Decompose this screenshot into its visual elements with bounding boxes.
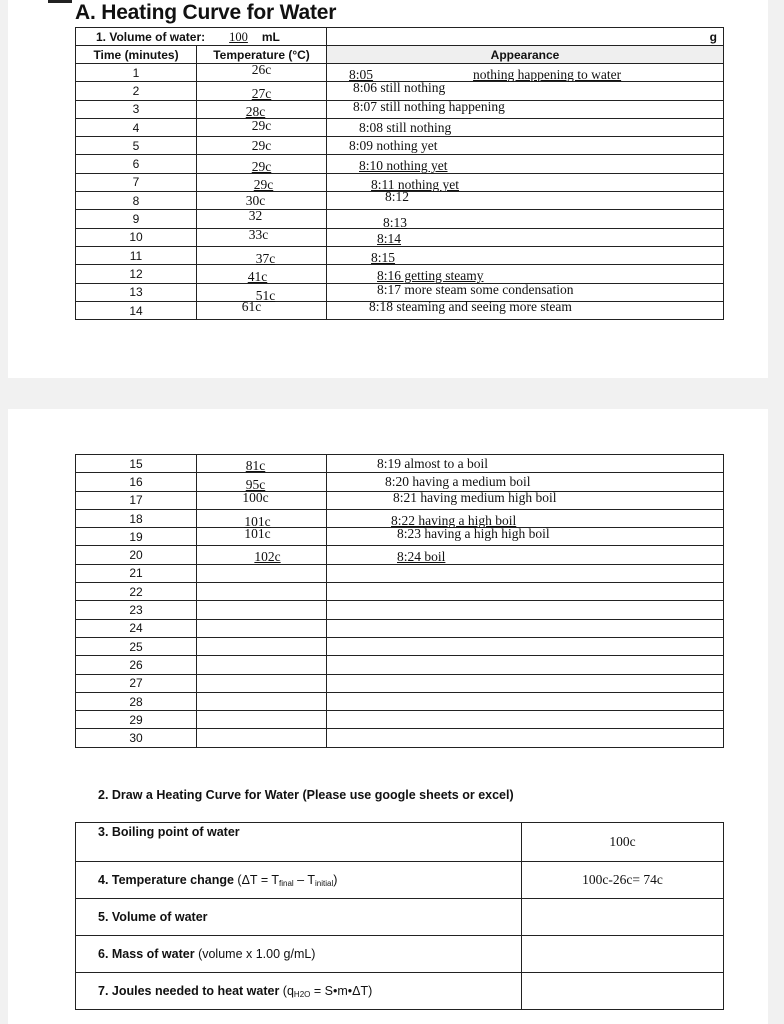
time-value: 4 bbox=[132, 120, 140, 135]
time-cell bbox=[76, 711, 197, 729]
time-cell bbox=[76, 564, 197, 582]
appearance-note: 8:06 still nothing bbox=[353, 79, 446, 95]
col-header-time: Time (minutes) bbox=[76, 46, 197, 64]
time-cell bbox=[76, 100, 197, 118]
time-cell bbox=[76, 619, 197, 637]
volume-unit: mL bbox=[261, 29, 280, 44]
table-row bbox=[76, 674, 724, 692]
q7-answer bbox=[522, 973, 724, 1010]
table-row bbox=[76, 118, 724, 136]
table-row bbox=[76, 192, 724, 210]
col-header-temperature: Temperature (°C) bbox=[197, 46, 327, 64]
time-value: 13 bbox=[129, 285, 143, 300]
appearance-cell bbox=[327, 546, 724, 564]
temperature-cell bbox=[197, 564, 327, 582]
appearance-cell bbox=[327, 674, 724, 692]
question-3-row bbox=[76, 823, 724, 862]
col-header-appearance: Appearance bbox=[327, 46, 724, 64]
question-4-row bbox=[76, 862, 724, 899]
appearance-note: 8:24 boil bbox=[397, 549, 446, 565]
appearance-note: 8:20 having a medium boil bbox=[385, 473, 531, 489]
q3-answer: 100c bbox=[522, 823, 724, 862]
time-cell bbox=[76, 82, 197, 100]
temperature-cell bbox=[197, 118, 327, 136]
time-cell bbox=[76, 118, 197, 136]
time-cell bbox=[76, 173, 197, 191]
temperature-value: 32 bbox=[248, 208, 263, 224]
time-value: 22 bbox=[129, 584, 143, 599]
appearance-cell bbox=[327, 455, 724, 473]
q4-answer: 100c-26c= 74c bbox=[522, 862, 724, 899]
temperature-cell bbox=[197, 82, 327, 100]
temperature-cell bbox=[197, 246, 327, 264]
table-row bbox=[76, 619, 724, 637]
temperature-cell bbox=[197, 155, 327, 173]
time-value: 28 bbox=[129, 694, 143, 709]
volume-value: 100 bbox=[229, 29, 248, 44]
appearance-cell bbox=[327, 656, 724, 674]
table-row bbox=[76, 509, 724, 527]
temperature-value: 29c bbox=[253, 177, 274, 193]
volume-label: 1. Volume of water: bbox=[96, 29, 206, 44]
time-value: 7 bbox=[132, 175, 140, 190]
question-7-row bbox=[76, 973, 724, 1010]
table-row bbox=[76, 265, 724, 283]
table-row bbox=[76, 637, 724, 655]
time-value: 19 bbox=[129, 529, 143, 544]
temperature-cell bbox=[197, 100, 327, 118]
time-cell bbox=[76, 455, 197, 473]
appearance-note: 8:07 still nothing happening bbox=[353, 99, 505, 115]
temperature-cell bbox=[197, 637, 327, 655]
appearance-note: 8:22 having a high boil bbox=[391, 512, 517, 528]
time-cell bbox=[76, 246, 197, 264]
time-value: 16 bbox=[129, 474, 143, 489]
appearance-cell bbox=[327, 601, 724, 619]
heating-table-part2 bbox=[75, 454, 724, 748]
heating-table-part1 bbox=[75, 27, 724, 320]
table-row bbox=[76, 692, 724, 710]
table-row bbox=[76, 100, 724, 118]
q7-label: 7. Joules needed to heat water bbox=[98, 983, 280, 998]
temperature-value: 27c bbox=[251, 85, 272, 101]
appearance-note: 8:09 nothing yet bbox=[349, 137, 438, 153]
q6-label-cell bbox=[76, 936, 522, 973]
time-value: 20 bbox=[129, 548, 143, 563]
table-row bbox=[76, 656, 724, 674]
temperature-value: 41c bbox=[247, 268, 268, 284]
table-row bbox=[76, 301, 724, 319]
table-row bbox=[76, 564, 724, 582]
temperature-value: 33c bbox=[248, 227, 269, 243]
temperature-cell bbox=[197, 674, 327, 692]
q7-label-cell bbox=[76, 973, 522, 1010]
appearance-note: 8:14 bbox=[377, 231, 402, 247]
time-value: 11 bbox=[129, 248, 143, 263]
question-6-row bbox=[76, 936, 724, 973]
appearance-cell bbox=[327, 509, 724, 527]
temperature-value: 101c bbox=[244, 513, 271, 529]
temperature-value: 29c bbox=[251, 137, 272, 153]
temperature-cell bbox=[197, 137, 327, 155]
time-cell bbox=[76, 546, 197, 564]
appearance-cell bbox=[327, 711, 724, 729]
time-cell bbox=[76, 656, 197, 674]
temperature-cell bbox=[197, 583, 327, 601]
temperature-value: 81c bbox=[245, 457, 266, 473]
question-2: 2. Draw a Heating Curve for Water (Please use google sheets or excel) bbox=[98, 788, 514, 802]
table-row bbox=[76, 711, 724, 729]
q5-answer bbox=[522, 899, 724, 936]
time-cell bbox=[76, 692, 197, 710]
time-value: 8 bbox=[132, 193, 140, 208]
temperature-value: 102c bbox=[254, 549, 281, 565]
table-row bbox=[76, 491, 724, 509]
appearance-cell bbox=[327, 188, 724, 210]
temperature-cell bbox=[197, 711, 327, 729]
time-value: 25 bbox=[129, 639, 143, 654]
time-value: 1 bbox=[132, 65, 140, 80]
appearance-cell bbox=[327, 729, 724, 747]
temperature-cell bbox=[197, 265, 327, 283]
time-cell bbox=[76, 283, 197, 301]
time-value: 21 bbox=[129, 566, 143, 581]
appearance-note: 8:17 more steam some condensation bbox=[377, 282, 574, 298]
table-row bbox=[76, 473, 724, 491]
time-value: 6 bbox=[132, 157, 140, 172]
temperature-value: 51c bbox=[255, 288, 276, 304]
appearance-note: 8:13 bbox=[383, 215, 408, 231]
temperature-value: 26c bbox=[251, 61, 272, 77]
temperature-cell bbox=[197, 455, 327, 473]
time-value: 14 bbox=[129, 303, 143, 318]
appearance-note: 8:10 nothing yet bbox=[359, 158, 448, 174]
appearance-cell bbox=[327, 564, 724, 582]
appearance-note: 8:21 having medium high boil bbox=[393, 490, 557, 506]
column-header-row bbox=[76, 46, 724, 64]
appearance-cell bbox=[327, 473, 724, 491]
temperature-cell bbox=[197, 525, 327, 546]
temperature-value: 37c bbox=[255, 250, 276, 266]
time-cell bbox=[76, 265, 197, 283]
temperature-cell bbox=[197, 298, 327, 319]
table-row bbox=[76, 729, 724, 747]
temperature-cell bbox=[197, 473, 327, 491]
temperature-value: 95c bbox=[245, 476, 266, 492]
temperature-cell bbox=[197, 509, 327, 527]
time-value: 30 bbox=[129, 731, 143, 746]
time-cell bbox=[76, 192, 197, 210]
temperature-cell bbox=[197, 283, 327, 304]
page-top-mark bbox=[48, 0, 72, 3]
appearance-note: 8:08 still nothing bbox=[359, 119, 452, 135]
temperature-cell bbox=[197, 729, 327, 747]
table-row bbox=[76, 583, 724, 601]
temperature-value: 100c bbox=[242, 490, 269, 506]
temperature-cell bbox=[197, 491, 327, 509]
q5-label: 5. Volume of water bbox=[76, 899, 522, 936]
temperature-cell bbox=[197, 228, 327, 246]
q4-label-cell bbox=[76, 862, 522, 899]
volume-cell bbox=[76, 28, 327, 46]
time-cell bbox=[76, 674, 197, 692]
time-value: 29 bbox=[129, 712, 143, 727]
appearance-cell bbox=[327, 137, 724, 155]
page-title: A. Heating Curve for Water bbox=[75, 1, 337, 24]
time-cell bbox=[76, 601, 197, 619]
appearance-cell bbox=[327, 79, 724, 100]
temperature-value: 30c bbox=[245, 192, 266, 208]
table-row bbox=[76, 228, 724, 246]
appearance-cell bbox=[327, 525, 724, 546]
temperature-value: 29c bbox=[251, 117, 272, 133]
volume-row bbox=[76, 28, 724, 46]
time-cell bbox=[76, 473, 197, 491]
appearance-note: 8:23 having a high high boil bbox=[397, 525, 550, 541]
temperature-value: 61c bbox=[241, 298, 262, 314]
q6-label: 6. Mass of water bbox=[98, 947, 195, 961]
appearance-note: 8:15 bbox=[371, 249, 396, 265]
appearance-note: 8:19 almost to a boil bbox=[377, 455, 488, 471]
appearance-note: 8:18 steaming and seeing more steam bbox=[369, 298, 572, 314]
appearance-cell bbox=[327, 100, 724, 118]
time-cell bbox=[76, 637, 197, 655]
appearance-cell bbox=[327, 583, 724, 601]
questions-table bbox=[75, 822, 724, 1010]
table-row bbox=[76, 155, 724, 173]
time-value: 26 bbox=[129, 657, 143, 672]
appearance-note: 8:16 getting steamy bbox=[377, 267, 484, 283]
time-value: 27 bbox=[129, 676, 143, 691]
q4-label: 4. Temperature change bbox=[98, 872, 234, 887]
appearance-cell bbox=[327, 619, 724, 637]
q4-formula: $(\Delta T = T_{final} - T_{initial})$ bbox=[237, 872, 338, 888]
appearance-cell bbox=[327, 210, 724, 231]
time-value: 9 bbox=[132, 212, 140, 227]
appearance-cell bbox=[327, 155, 724, 173]
table-row bbox=[76, 601, 724, 619]
time-cell bbox=[76, 137, 197, 155]
time-value: 10 bbox=[129, 230, 143, 245]
time-value: 17 bbox=[129, 493, 143, 508]
table-row bbox=[76, 455, 724, 473]
time-cell bbox=[76, 491, 197, 509]
table-row bbox=[76, 528, 724, 546]
mass-unit: g bbox=[709, 29, 718, 44]
worksheet-page-2 bbox=[8, 409, 768, 1024]
table-row bbox=[76, 246, 724, 264]
temperature-cell bbox=[197, 210, 327, 228]
q7-formula: ($q_{H2O}$ = S•m•ΔT) bbox=[282, 983, 373, 999]
appearance-cell bbox=[327, 692, 724, 710]
appearance-cell bbox=[327, 298, 724, 319]
time-cell bbox=[76, 583, 197, 601]
mass-unit-cell bbox=[327, 28, 724, 46]
time-value: 23 bbox=[129, 603, 143, 618]
temperature-cell bbox=[197, 601, 327, 619]
appearance-note: 8:12 bbox=[385, 188, 410, 204]
table-row bbox=[76, 546, 724, 564]
time-cell bbox=[76, 528, 197, 546]
appearance-note: nothing happening to water bbox=[473, 66, 622, 82]
temperature-cell bbox=[197, 692, 327, 710]
temperature-cell bbox=[197, 61, 327, 82]
time-value: 18 bbox=[129, 511, 143, 526]
table-row bbox=[76, 82, 724, 100]
appearance-cell bbox=[327, 637, 724, 655]
appearance-cell bbox=[327, 246, 724, 264]
appearance-note: 8:11 nothing yet bbox=[371, 177, 460, 193]
time-value: 5 bbox=[132, 138, 140, 153]
time-cell bbox=[76, 509, 197, 527]
appearance-cell bbox=[327, 491, 724, 509]
appearance-cell bbox=[327, 228, 724, 246]
temperature-cell bbox=[197, 619, 327, 637]
appearance-cell bbox=[327, 265, 724, 283]
appearance-time: 8:05 bbox=[349, 66, 374, 82]
temperature-value: 28c bbox=[245, 104, 266, 120]
time-value: 24 bbox=[129, 621, 143, 636]
appearance-cell bbox=[327, 118, 724, 136]
time-value: 15 bbox=[129, 456, 143, 471]
table-row bbox=[76, 137, 724, 155]
question-5-row bbox=[76, 899, 724, 936]
time-cell bbox=[76, 301, 197, 319]
time-cell bbox=[76, 210, 197, 228]
worksheet-page-1 bbox=[8, 0, 768, 378]
time-cell bbox=[76, 64, 197, 82]
time-value: 12 bbox=[129, 266, 143, 281]
temperature-cell bbox=[197, 173, 327, 191]
time-value: 2 bbox=[132, 83, 140, 98]
time-cell bbox=[76, 155, 197, 173]
time-cell bbox=[76, 228, 197, 246]
temperature-value: 101c bbox=[244, 525, 271, 541]
q6-answer bbox=[522, 936, 724, 973]
time-value: 3 bbox=[132, 102, 140, 117]
time-cell bbox=[76, 729, 197, 747]
temperature-value: 29c bbox=[251, 159, 272, 175]
table-row bbox=[76, 210, 724, 228]
q6-formula: (volume x 1.00 g/mL) bbox=[198, 947, 316, 961]
temperature-cell bbox=[197, 656, 327, 674]
temperature-cell bbox=[197, 546, 327, 564]
q3-label: 3. Boiling point of water bbox=[76, 823, 522, 862]
